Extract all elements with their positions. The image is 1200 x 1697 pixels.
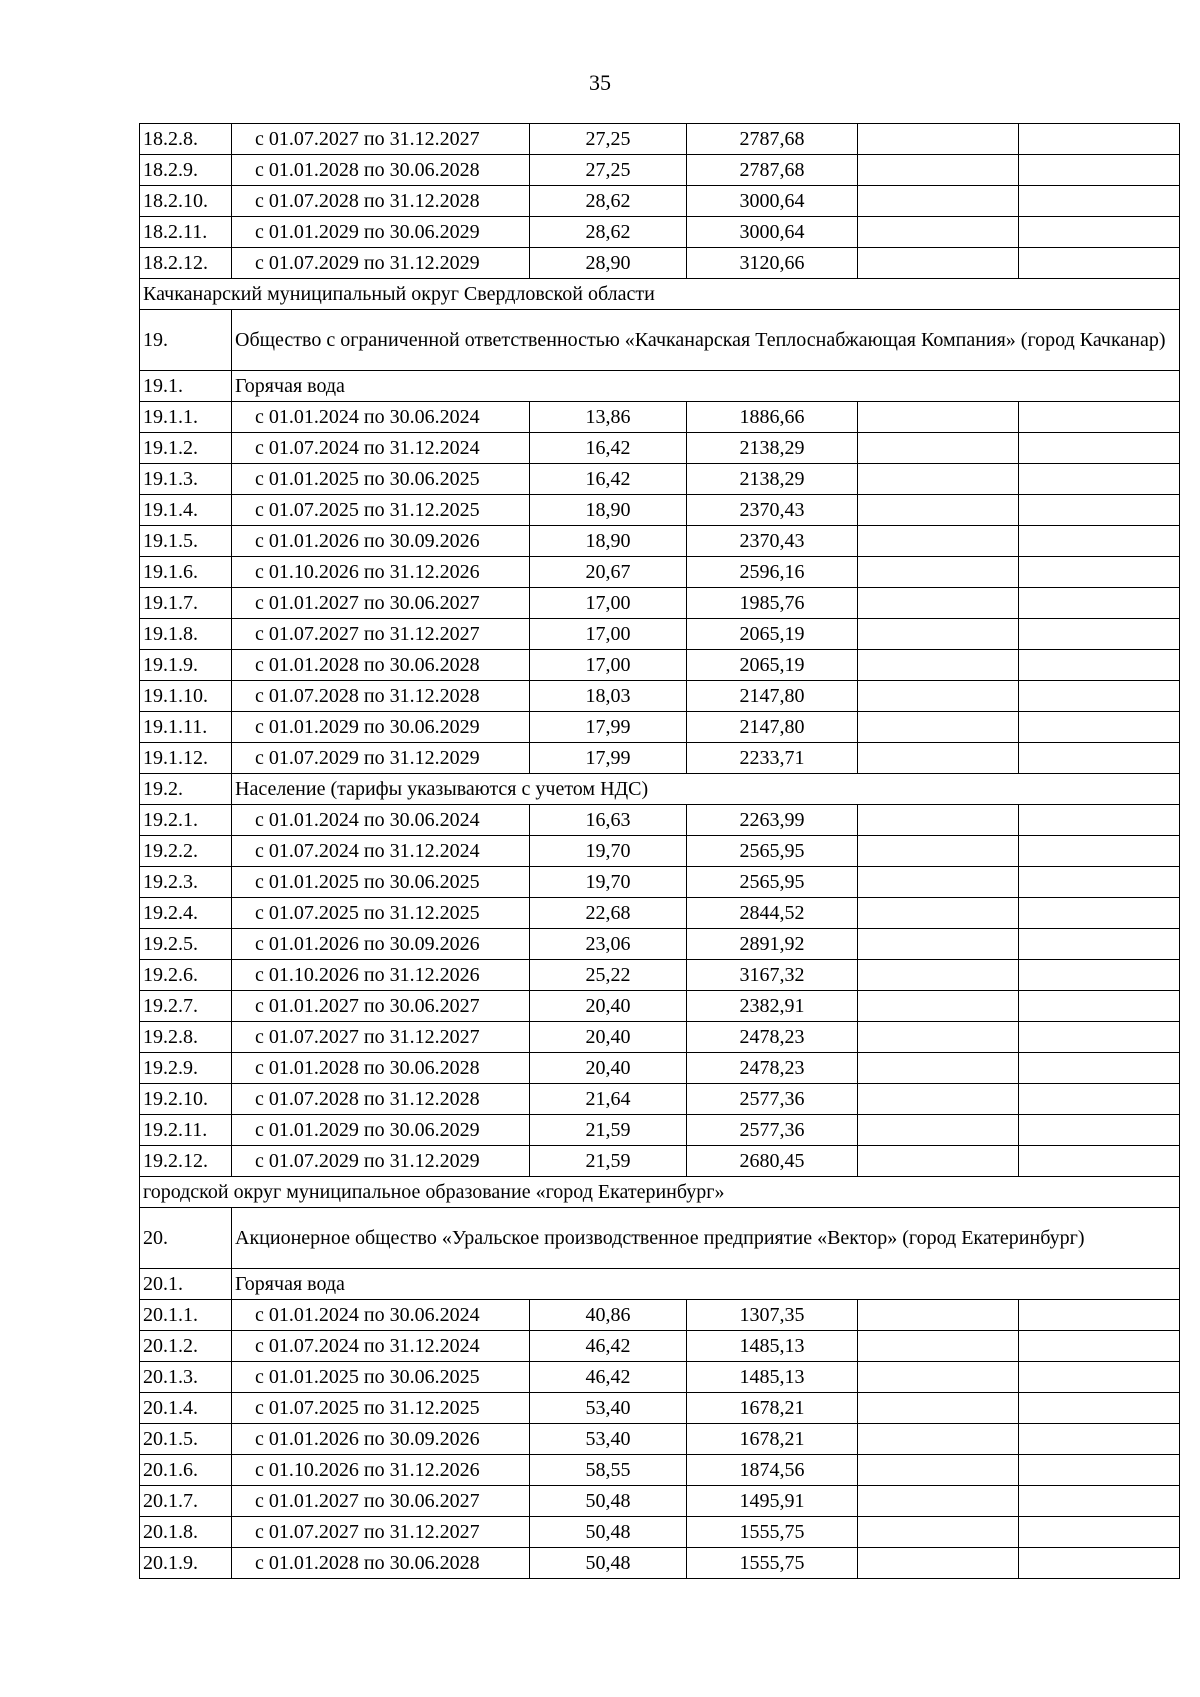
tariff-value-4 xyxy=(1019,248,1180,279)
row-number: 19.2.9. xyxy=(140,1053,232,1084)
tariff-value-3 xyxy=(858,464,1019,495)
tariff-value-2: 1886,66 xyxy=(687,402,858,433)
tariff-value-1: 18,90 xyxy=(530,495,687,526)
tariff-value-4 xyxy=(1019,526,1180,557)
tariff-value-4 xyxy=(1019,1084,1180,1115)
tariff-row xyxy=(140,836,1180,867)
period-cell: с 01.07.2025 по 31.12.2025 xyxy=(232,1393,530,1424)
tariff-value-4 xyxy=(1019,124,1180,155)
row-number: 18.2.11. xyxy=(140,217,232,248)
tariff-value-4 xyxy=(1019,1300,1180,1331)
period-cell: с 01.01.2026 по 30.09.2026 xyxy=(232,526,530,557)
row-number: 19.2.4. xyxy=(140,898,232,929)
period-cell: с 01.01.2027 по 30.06.2027 xyxy=(232,588,530,619)
group-title: Горячая вода xyxy=(232,371,1180,402)
tariff-value-3 xyxy=(858,681,1019,712)
tariff-value-3 xyxy=(858,960,1019,991)
tariff-value-3 xyxy=(858,402,1019,433)
organization-name: Акционерное общество «Уральское производственное предприятие «Вектор» (город Екатеринбург) xyxy=(232,1208,1180,1269)
group-header-row xyxy=(140,1269,1180,1300)
tariff-value-2: 2844,52 xyxy=(687,898,858,929)
row-number: 18.2.8. xyxy=(140,124,232,155)
tariff-value-1: 53,40 xyxy=(530,1424,687,1455)
tariff-row xyxy=(140,619,1180,650)
tariff-value-4 xyxy=(1019,712,1180,743)
tariff-value-3 xyxy=(858,1300,1019,1331)
tariff-row xyxy=(140,1300,1180,1331)
tariff-value-3 xyxy=(858,1331,1019,1362)
row-number: 20.1.2. xyxy=(140,1331,232,1362)
tariff-value-2: 2138,29 xyxy=(687,464,858,495)
tariff-value-1: 16,42 xyxy=(530,433,687,464)
period-cell: с 01.01.2028 по 30.06.2028 xyxy=(232,155,530,186)
region-header-row xyxy=(140,279,1180,310)
tariff-value-4 xyxy=(1019,743,1180,774)
period-cell: с 01.07.2027 по 31.12.2027 xyxy=(232,1022,530,1053)
tariff-value-4 xyxy=(1019,805,1180,836)
tariff-value-4 xyxy=(1019,402,1180,433)
tariff-row xyxy=(140,1362,1180,1393)
tariff-value-3 xyxy=(858,1548,1019,1579)
region-header-row xyxy=(140,1177,1180,1208)
period-cell: с 01.01.2029 по 30.06.2029 xyxy=(232,712,530,743)
period-cell: с 01.07.2028 по 31.12.2028 xyxy=(232,186,530,217)
row-number: 19.2.12. xyxy=(140,1146,232,1177)
region-title: Качканарский муниципальный округ Свердловской области xyxy=(140,279,1180,310)
tariff-value-3 xyxy=(858,1362,1019,1393)
tariff-row xyxy=(140,1146,1180,1177)
period-cell: с 01.07.2025 по 31.12.2025 xyxy=(232,898,530,929)
tariff-value-3 xyxy=(858,1517,1019,1548)
tariff-row xyxy=(140,1331,1180,1362)
row-number: 19.1.1. xyxy=(140,402,232,433)
row-number: 19.1.10. xyxy=(140,681,232,712)
tariff-value-3 xyxy=(858,867,1019,898)
row-number: 20.1.4. xyxy=(140,1393,232,1424)
period-cell: с 01.01.2027 по 30.06.2027 xyxy=(232,1486,530,1517)
tariff-value-4 xyxy=(1019,186,1180,217)
tariff-value-3 xyxy=(858,650,1019,681)
row-number: 19.2.10. xyxy=(140,1084,232,1115)
tariff-row xyxy=(140,1022,1180,1053)
tariff-value-2: 2138,29 xyxy=(687,433,858,464)
tariff-value-1: 20,40 xyxy=(530,1022,687,1053)
group-title: Горячая вода xyxy=(232,1269,1180,1300)
tariff-row xyxy=(140,867,1180,898)
tariff-row xyxy=(140,124,1180,155)
tariff-value-3 xyxy=(858,1022,1019,1053)
tariff-row xyxy=(140,1115,1180,1146)
tariff-value-2: 2263,99 xyxy=(687,805,858,836)
tariff-value-4 xyxy=(1019,1424,1180,1455)
tariff-row xyxy=(140,650,1180,681)
group-header-row xyxy=(140,774,1180,805)
tariff-row xyxy=(140,1424,1180,1455)
tariff-value-2: 1485,13 xyxy=(687,1331,858,1362)
period-cell: с 01.01.2028 по 30.06.2028 xyxy=(232,1548,530,1579)
tariff-row xyxy=(140,1393,1180,1424)
period-cell: с 01.01.2028 по 30.06.2028 xyxy=(232,1053,530,1084)
period-cell: с 01.01.2029 по 30.06.2029 xyxy=(232,1115,530,1146)
period-cell: с 01.01.2028 по 30.06.2028 xyxy=(232,650,530,681)
tariff-value-2: 2680,45 xyxy=(687,1146,858,1177)
tariff-value-4 xyxy=(1019,217,1180,248)
tariff-value-4 xyxy=(1019,1115,1180,1146)
tariff-row xyxy=(140,1517,1180,1548)
tariff-value-4 xyxy=(1019,867,1180,898)
tariff-value-3 xyxy=(858,557,1019,588)
tariff-value-1: 21,59 xyxy=(530,1146,687,1177)
row-number: 19. xyxy=(140,310,232,371)
tariff-value-1: 17,00 xyxy=(530,588,687,619)
tariff-value-1: 19,70 xyxy=(530,867,687,898)
row-number: 19.2.7. xyxy=(140,991,232,1022)
tariff-value-4 xyxy=(1019,155,1180,186)
tariff-value-4 xyxy=(1019,681,1180,712)
period-cell: с 01.01.2025 по 30.06.2025 xyxy=(232,464,530,495)
tariff-value-4 xyxy=(1019,1548,1180,1579)
tariff-value-2: 2577,36 xyxy=(687,1115,858,1146)
tariff-value-2: 3000,64 xyxy=(687,217,858,248)
row-number: 20.1.3. xyxy=(140,1362,232,1393)
tariff-value-2: 1485,13 xyxy=(687,1362,858,1393)
tariff-value-4 xyxy=(1019,929,1180,960)
row-number: 20.1.7. xyxy=(140,1486,232,1517)
tariff-row xyxy=(140,1548,1180,1579)
tariff-value-1: 46,42 xyxy=(530,1362,687,1393)
tariff-value-1: 20,67 xyxy=(530,557,687,588)
tariff-value-1: 28,90 xyxy=(530,248,687,279)
tariff-value-3 xyxy=(858,929,1019,960)
organization-name: Общество с ограниченной ответственностью «Качканарская Теплоснабжающая Компания» (город Качканар) xyxy=(232,310,1180,371)
tariff-value-3 xyxy=(858,248,1019,279)
tariff-value-2: 2147,80 xyxy=(687,681,858,712)
tariff-row xyxy=(140,1084,1180,1115)
tariff-value-2: 3167,32 xyxy=(687,960,858,991)
tariff-value-2: 1678,21 xyxy=(687,1424,858,1455)
tariff-row xyxy=(140,402,1180,433)
row-number: 19.1.6. xyxy=(140,557,232,588)
tariff-value-3 xyxy=(858,155,1019,186)
tariff-value-1: 17,99 xyxy=(530,743,687,774)
row-number: 19.2.3. xyxy=(140,867,232,898)
row-number: 19.1.3. xyxy=(140,464,232,495)
row-number: 20.1. xyxy=(140,1269,232,1300)
period-cell: с 01.01.2025 по 30.06.2025 xyxy=(232,867,530,898)
tariff-value-1: 50,48 xyxy=(530,1548,687,1579)
tariff-value-2: 2065,19 xyxy=(687,650,858,681)
tariff-value-4 xyxy=(1019,464,1180,495)
tariff-value-3 xyxy=(858,1393,1019,1424)
tariff-row xyxy=(140,1486,1180,1517)
tariff-value-4 xyxy=(1019,433,1180,464)
tariff-value-1: 50,48 xyxy=(530,1486,687,1517)
period-cell: с 01.01.2029 по 30.06.2029 xyxy=(232,217,530,248)
tariff-value-1: 18,03 xyxy=(530,681,687,712)
tariff-value-2: 2787,68 xyxy=(687,124,858,155)
organization-row xyxy=(140,1208,1180,1269)
tariff-value-2: 2478,23 xyxy=(687,1053,858,1084)
tariff-value-1: 19,70 xyxy=(530,836,687,867)
row-number: 19.2.11. xyxy=(140,1115,232,1146)
period-cell: с 01.07.2028 по 31.12.2028 xyxy=(232,681,530,712)
row-number: 20. xyxy=(140,1208,232,1269)
tariff-value-3 xyxy=(858,1424,1019,1455)
tariff-row xyxy=(140,960,1180,991)
tariff-value-2: 1874,56 xyxy=(687,1455,858,1486)
tariff-value-1: 25,22 xyxy=(530,960,687,991)
period-cell: с 01.07.2024 по 31.12.2024 xyxy=(232,433,530,464)
tariff-value-1: 58,55 xyxy=(530,1455,687,1486)
tariff-value-2: 1495,91 xyxy=(687,1486,858,1517)
period-cell: с 01.10.2026 по 31.12.2026 xyxy=(232,557,530,588)
row-number: 19.1.9. xyxy=(140,650,232,681)
row-number: 19.2.6. xyxy=(140,960,232,991)
tariff-value-1: 50,48 xyxy=(530,1517,687,1548)
tariff-row xyxy=(140,495,1180,526)
tariff-value-3 xyxy=(858,588,1019,619)
tariff-value-2: 1985,76 xyxy=(687,588,858,619)
tariff-value-2: 3120,66 xyxy=(687,248,858,279)
tariff-value-3 xyxy=(858,1115,1019,1146)
tariff-value-1: 40,86 xyxy=(530,1300,687,1331)
tariff-row xyxy=(140,898,1180,929)
tariff-value-4 xyxy=(1019,836,1180,867)
row-number: 20.1.6. xyxy=(140,1455,232,1486)
period-cell: с 01.01.2026 по 30.09.2026 xyxy=(232,929,530,960)
tariff-value-4 xyxy=(1019,557,1180,588)
tariff-value-1: 27,25 xyxy=(530,124,687,155)
tariff-value-2: 1555,75 xyxy=(687,1517,858,1548)
tariff-value-1: 21,59 xyxy=(530,1115,687,1146)
tariff-value-1: 20,40 xyxy=(530,991,687,1022)
row-number: 19.2.1. xyxy=(140,805,232,836)
period-cell: с 01.01.2026 по 30.09.2026 xyxy=(232,1424,530,1455)
row-number: 20.1.5. xyxy=(140,1424,232,1455)
region-title: городской округ муниципальное образование «город Екатеринбург» xyxy=(140,1177,1180,1208)
tariff-value-3 xyxy=(858,1146,1019,1177)
tariff-value-1: 17,99 xyxy=(530,712,687,743)
tariff-value-3 xyxy=(858,712,1019,743)
tariff-value-2: 2370,43 xyxy=(687,526,858,557)
tariff-row xyxy=(140,929,1180,960)
tariff-value-3 xyxy=(858,124,1019,155)
tariff-value-1: 17,00 xyxy=(530,619,687,650)
tariff-value-3 xyxy=(858,743,1019,774)
tariff-row xyxy=(140,1053,1180,1084)
tariff-row xyxy=(140,155,1180,186)
tariff-value-4 xyxy=(1019,1486,1180,1517)
tariff-row xyxy=(140,588,1180,619)
tariff-value-2: 2787,68 xyxy=(687,155,858,186)
tariff-value-4 xyxy=(1019,898,1180,929)
tariff-value-2: 3000,64 xyxy=(687,186,858,217)
tariff-value-1: 17,00 xyxy=(530,650,687,681)
tariff-value-4 xyxy=(1019,588,1180,619)
tariff-row xyxy=(140,248,1180,279)
row-number: 19.2.5. xyxy=(140,929,232,960)
row-number: 19.1.4. xyxy=(140,495,232,526)
tariff-row xyxy=(140,681,1180,712)
tariff-value-4 xyxy=(1019,650,1180,681)
row-number: 19.1.5. xyxy=(140,526,232,557)
tariff-value-2: 1555,75 xyxy=(687,1548,858,1579)
tariff-value-1: 28,62 xyxy=(530,217,687,248)
tariff-value-2: 2478,23 xyxy=(687,1022,858,1053)
tariff-value-1: 13,86 xyxy=(530,402,687,433)
tariff-value-2: 2577,36 xyxy=(687,1084,858,1115)
tariff-row xyxy=(140,805,1180,836)
tariff-value-3 xyxy=(858,898,1019,929)
tariff-value-4 xyxy=(1019,495,1180,526)
tariff-value-1: 21,64 xyxy=(530,1084,687,1115)
tariff-value-4 xyxy=(1019,1517,1180,1548)
tariff-value-3 xyxy=(858,217,1019,248)
tariff-row xyxy=(140,557,1180,588)
period-cell: с 01.01.2024 по 30.06.2024 xyxy=(232,1300,530,1331)
row-number: 19.1.11. xyxy=(140,712,232,743)
tariff-value-1: 53,40 xyxy=(530,1393,687,1424)
period-cell: с 01.07.2029 по 31.12.2029 xyxy=(232,743,530,774)
period-cell: с 01.10.2026 по 31.12.2026 xyxy=(232,960,530,991)
tariff-value-2: 1678,21 xyxy=(687,1393,858,1424)
tariff-value-1: 22,68 xyxy=(530,898,687,929)
tariff-value-2: 1307,35 xyxy=(687,1300,858,1331)
page-number: 35 xyxy=(589,70,611,95)
period-cell: с 01.01.2027 по 30.06.2027 xyxy=(232,991,530,1022)
tariff-value-4 xyxy=(1019,619,1180,650)
tariff-value-3 xyxy=(858,991,1019,1022)
tariff-value-3 xyxy=(858,433,1019,464)
tariff-value-3 xyxy=(858,1455,1019,1486)
row-number: 19.1.8. xyxy=(140,619,232,650)
tariff-value-1: 18,90 xyxy=(530,526,687,557)
tariff-value-2: 2596,16 xyxy=(687,557,858,588)
row-number: 20.1.1. xyxy=(140,1300,232,1331)
tariff-row xyxy=(140,186,1180,217)
tariff-value-1: 16,42 xyxy=(530,464,687,495)
tariff-value-2: 2565,95 xyxy=(687,867,858,898)
table-body xyxy=(140,124,1180,1579)
period-cell: с 01.07.2024 по 31.12.2024 xyxy=(232,836,530,867)
row-number: 19.2. xyxy=(140,774,232,805)
tariff-value-3 xyxy=(858,186,1019,217)
row-number: 18.2.10. xyxy=(140,186,232,217)
period-cell: с 01.07.2028 по 31.12.2028 xyxy=(232,1084,530,1115)
tariff-value-3 xyxy=(858,805,1019,836)
tariff-value-2: 2565,95 xyxy=(687,836,858,867)
tariff-row xyxy=(140,1455,1180,1486)
row-number: 20.1.8. xyxy=(140,1517,232,1548)
group-title: Население (тарифы указываются с учетом НДС) xyxy=(232,774,1180,805)
tariff-value-4 xyxy=(1019,960,1180,991)
tariff-value-3 xyxy=(858,1053,1019,1084)
tariff-row xyxy=(140,712,1180,743)
period-cell: с 01.10.2026 по 31.12.2026 xyxy=(232,1455,530,1486)
tariff-value-4 xyxy=(1019,991,1180,1022)
tariff-value-3 xyxy=(858,495,1019,526)
period-cell: с 01.07.2024 по 31.12.2024 xyxy=(232,1331,530,1362)
tariff-value-1: 27,25 xyxy=(530,155,687,186)
group-header-row xyxy=(140,371,1180,402)
tariff-value-1: 23,06 xyxy=(530,929,687,960)
row-number: 19.2.8. xyxy=(140,1022,232,1053)
tariff-value-3 xyxy=(858,526,1019,557)
tariff-value-4 xyxy=(1019,1146,1180,1177)
tariff-row xyxy=(140,526,1180,557)
tariff-value-4 xyxy=(1019,1331,1180,1362)
row-number: 19.1.2. xyxy=(140,433,232,464)
tariff-value-2: 2891,92 xyxy=(687,929,858,960)
tariff-row xyxy=(140,217,1180,248)
tariff-value-3 xyxy=(858,619,1019,650)
period-cell: с 01.07.2025 по 31.12.2025 xyxy=(232,495,530,526)
row-number: 19.1.12. xyxy=(140,743,232,774)
tariff-value-2: 2370,43 xyxy=(687,495,858,526)
tariff-value-3 xyxy=(858,1486,1019,1517)
tariff-value-1: 16,63 xyxy=(530,805,687,836)
tariff-value-3 xyxy=(858,836,1019,867)
tariff-value-1: 46,42 xyxy=(530,1331,687,1362)
tariff-value-3 xyxy=(858,1084,1019,1115)
period-cell: с 01.01.2025 по 30.06.2025 xyxy=(232,1362,530,1393)
tariff-row xyxy=(140,743,1180,774)
row-number: 20.1.9. xyxy=(140,1548,232,1579)
tariff-value-2: 2147,80 xyxy=(687,712,858,743)
period-cell: с 01.07.2027 по 31.12.2027 xyxy=(232,1517,530,1548)
tariff-value-4 xyxy=(1019,1455,1180,1486)
tariff-value-2: 2382,91 xyxy=(687,991,858,1022)
tariff-value-1: 20,40 xyxy=(530,1053,687,1084)
period-cell: с 01.07.2027 по 31.12.2027 xyxy=(232,619,530,650)
tariff-row xyxy=(140,433,1180,464)
tariff-value-4 xyxy=(1019,1393,1180,1424)
tariff-value-4 xyxy=(1019,1362,1180,1393)
tariff-row xyxy=(140,991,1180,1022)
tariff-value-4 xyxy=(1019,1053,1180,1084)
period-cell: с 01.07.2027 по 31.12.2027 xyxy=(232,124,530,155)
period-cell: с 01.01.2024 по 30.06.2024 xyxy=(232,805,530,836)
tariff-value-2: 2065,19 xyxy=(687,619,858,650)
row-number: 18.2.9. xyxy=(140,155,232,186)
tariff-value-2: 2233,71 xyxy=(687,743,858,774)
row-number: 19.1.7. xyxy=(140,588,232,619)
period-cell: с 01.07.2029 по 31.12.2029 xyxy=(232,248,530,279)
period-cell: с 01.07.2029 по 31.12.2029 xyxy=(232,1146,530,1177)
row-number: 19.1. xyxy=(140,371,232,402)
organization-row xyxy=(140,310,1180,371)
tariff-value-4 xyxy=(1019,1022,1180,1053)
row-number: 19.2.2. xyxy=(140,836,232,867)
period-cell: с 01.01.2024 по 30.06.2024 xyxy=(232,402,530,433)
tariff-table xyxy=(139,123,1180,1579)
tariff-row xyxy=(140,464,1180,495)
row-number: 18.2.12. xyxy=(140,248,232,279)
tariff-value-1: 28,62 xyxy=(530,186,687,217)
